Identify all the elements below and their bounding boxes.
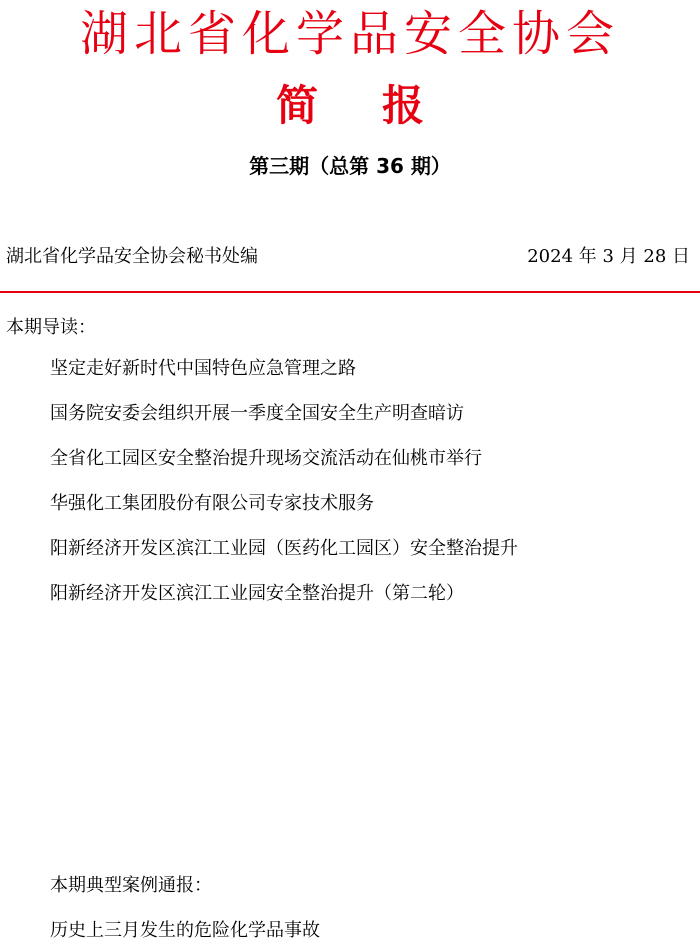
toc-item[interactable]: 阳新经济开发区滨江工业园安全整治提升（第二轮）: [50, 583, 464, 604]
toc-list: [50, 358, 518, 628]
toc-item[interactable]: 国务院安委会组织开展一季度全国安全生产明查暗访: [50, 403, 464, 424]
toc-item[interactable]: 坚定走好新时代中国特色应急管理之路: [50, 358, 356, 379]
toc-item[interactable]: 华强化工集团股份有限公司专家技术服务: [50, 493, 374, 514]
toc-item[interactable]: 阳新经济开发区滨江工业园（医药化工园区）安全整治提升: [50, 538, 518, 559]
organization-title: 湖北省化学品安全协会: [79, 6, 620, 62]
issue-number: 第三期（总第 36 期）: [249, 154, 451, 178]
bulletin-title: 简报: [275, 81, 488, 130]
toc-heading: 本期导读：: [6, 317, 96, 338]
publication-date: 2024 年 3 月 28 日: [527, 246, 690, 267]
case-report-item[interactable]: 历史上三月发生的危险化学品事故: [50, 920, 320, 941]
editor-credit: 湖北省化学品安全协会秘书处编: [6, 246, 258, 267]
header-divider: [0, 291, 700, 293]
toc-item[interactable]: 全省化工园区安全整治提升现场交流活动在仙桃市举行: [50, 448, 482, 469]
case-report-heading: 本期典型案例通报：: [50, 875, 212, 896]
